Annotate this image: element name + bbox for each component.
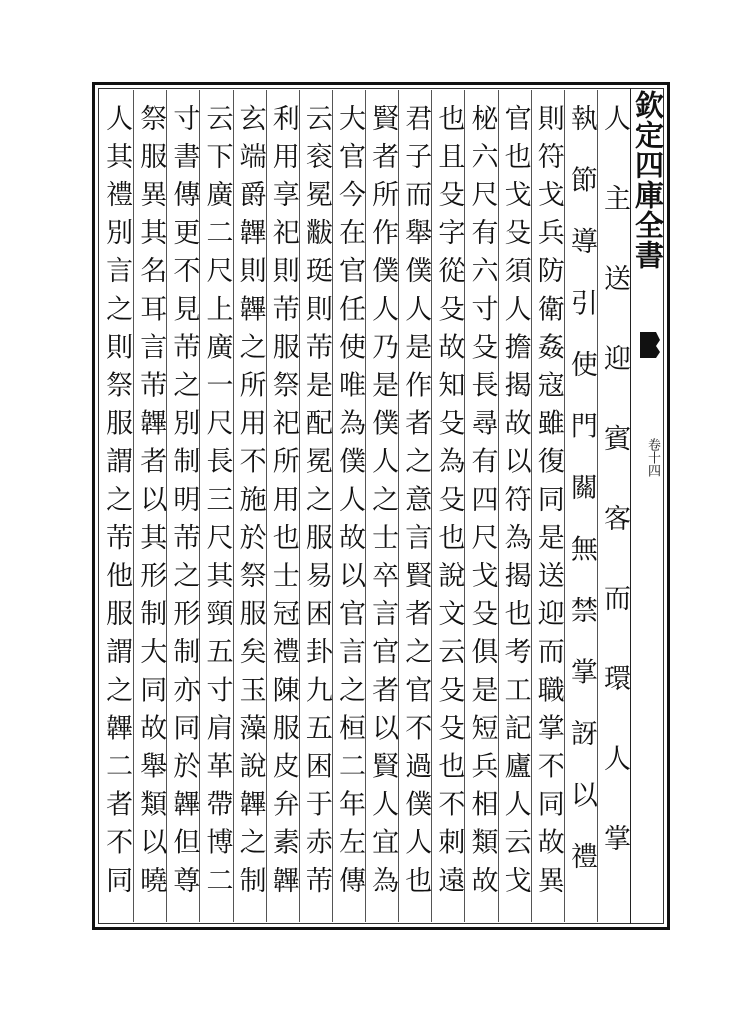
column-text: 官也戈殳須人擔揭故以符為揭也考工記廬人云戈 [499,104,531,905]
text-column [365,90,398,922]
column-text: 云下廣二尺上廣一尺長三尺其頸五寸肩革帶博二 [201,104,233,905]
column-text: 則符戈兵防衛姦寇雖復同是送迎而職掌不同故異 [532,104,564,905]
text-column [266,90,299,922]
text-column [233,90,266,922]
text-column [133,90,166,922]
text-column [100,90,133,922]
text-column [464,90,497,922]
column-text: 賢者所作僕人乃是僕人之士卒言官者以賢人宜為 [367,104,399,905]
text-column [166,90,199,922]
text-column [199,90,232,922]
text-column [531,90,564,922]
column-text: 執節導引使門關無禁掌訝以禮 [565,104,597,905]
text-column [498,90,531,922]
column-text: 人其禮別言之則祭服謂之芾他服謂之韠二者不同 [101,104,133,905]
column-text: 人主送迎賓客而環人掌 [599,104,630,904]
text-column [431,90,464,922]
column-text: 云衮冕黻珽則芾是配冕之服易困卦九五困于赤芾 [300,104,332,905]
column-text: 大官今在官任使唯為僕人故以官言之桓二年左傳 [334,104,365,905]
text-column [564,90,597,922]
column-text: 也且殳字從殳故知殳為殳也說文云殳殳也不刺遠 [433,104,465,905]
text-column [332,90,365,922]
fishtail-mark-icon [638,330,660,360]
text-body [100,90,630,922]
text-column [597,90,630,922]
text-column [398,90,431,922]
volume-label: 卷十四 [645,438,660,477]
book-title: 欽定四庫全書 [631,90,665,270]
column-text: 玄端爵韠則韠之所用不施於祭服矣玉藻說韠之制 [234,104,266,905]
column-text: 祭服異其名耳言芾韠者以其形制大同故舉類以曉 [135,104,167,905]
column-text: 寸書傳更不見芾之別制明芾之形制亦同於韠但尊 [168,104,200,905]
column-text: 柲六尺有六寸殳長尋有四尺戈殳俱是短兵相類故 [466,104,498,905]
column-text: 君子而舉僕人是作者之意言賢者之官不過僕人也 [400,104,432,905]
text-column [299,90,332,922]
column-text: 利用享祀則芾服祭祀所用也士冠禮陳服皮弁素韠 [267,104,299,905]
